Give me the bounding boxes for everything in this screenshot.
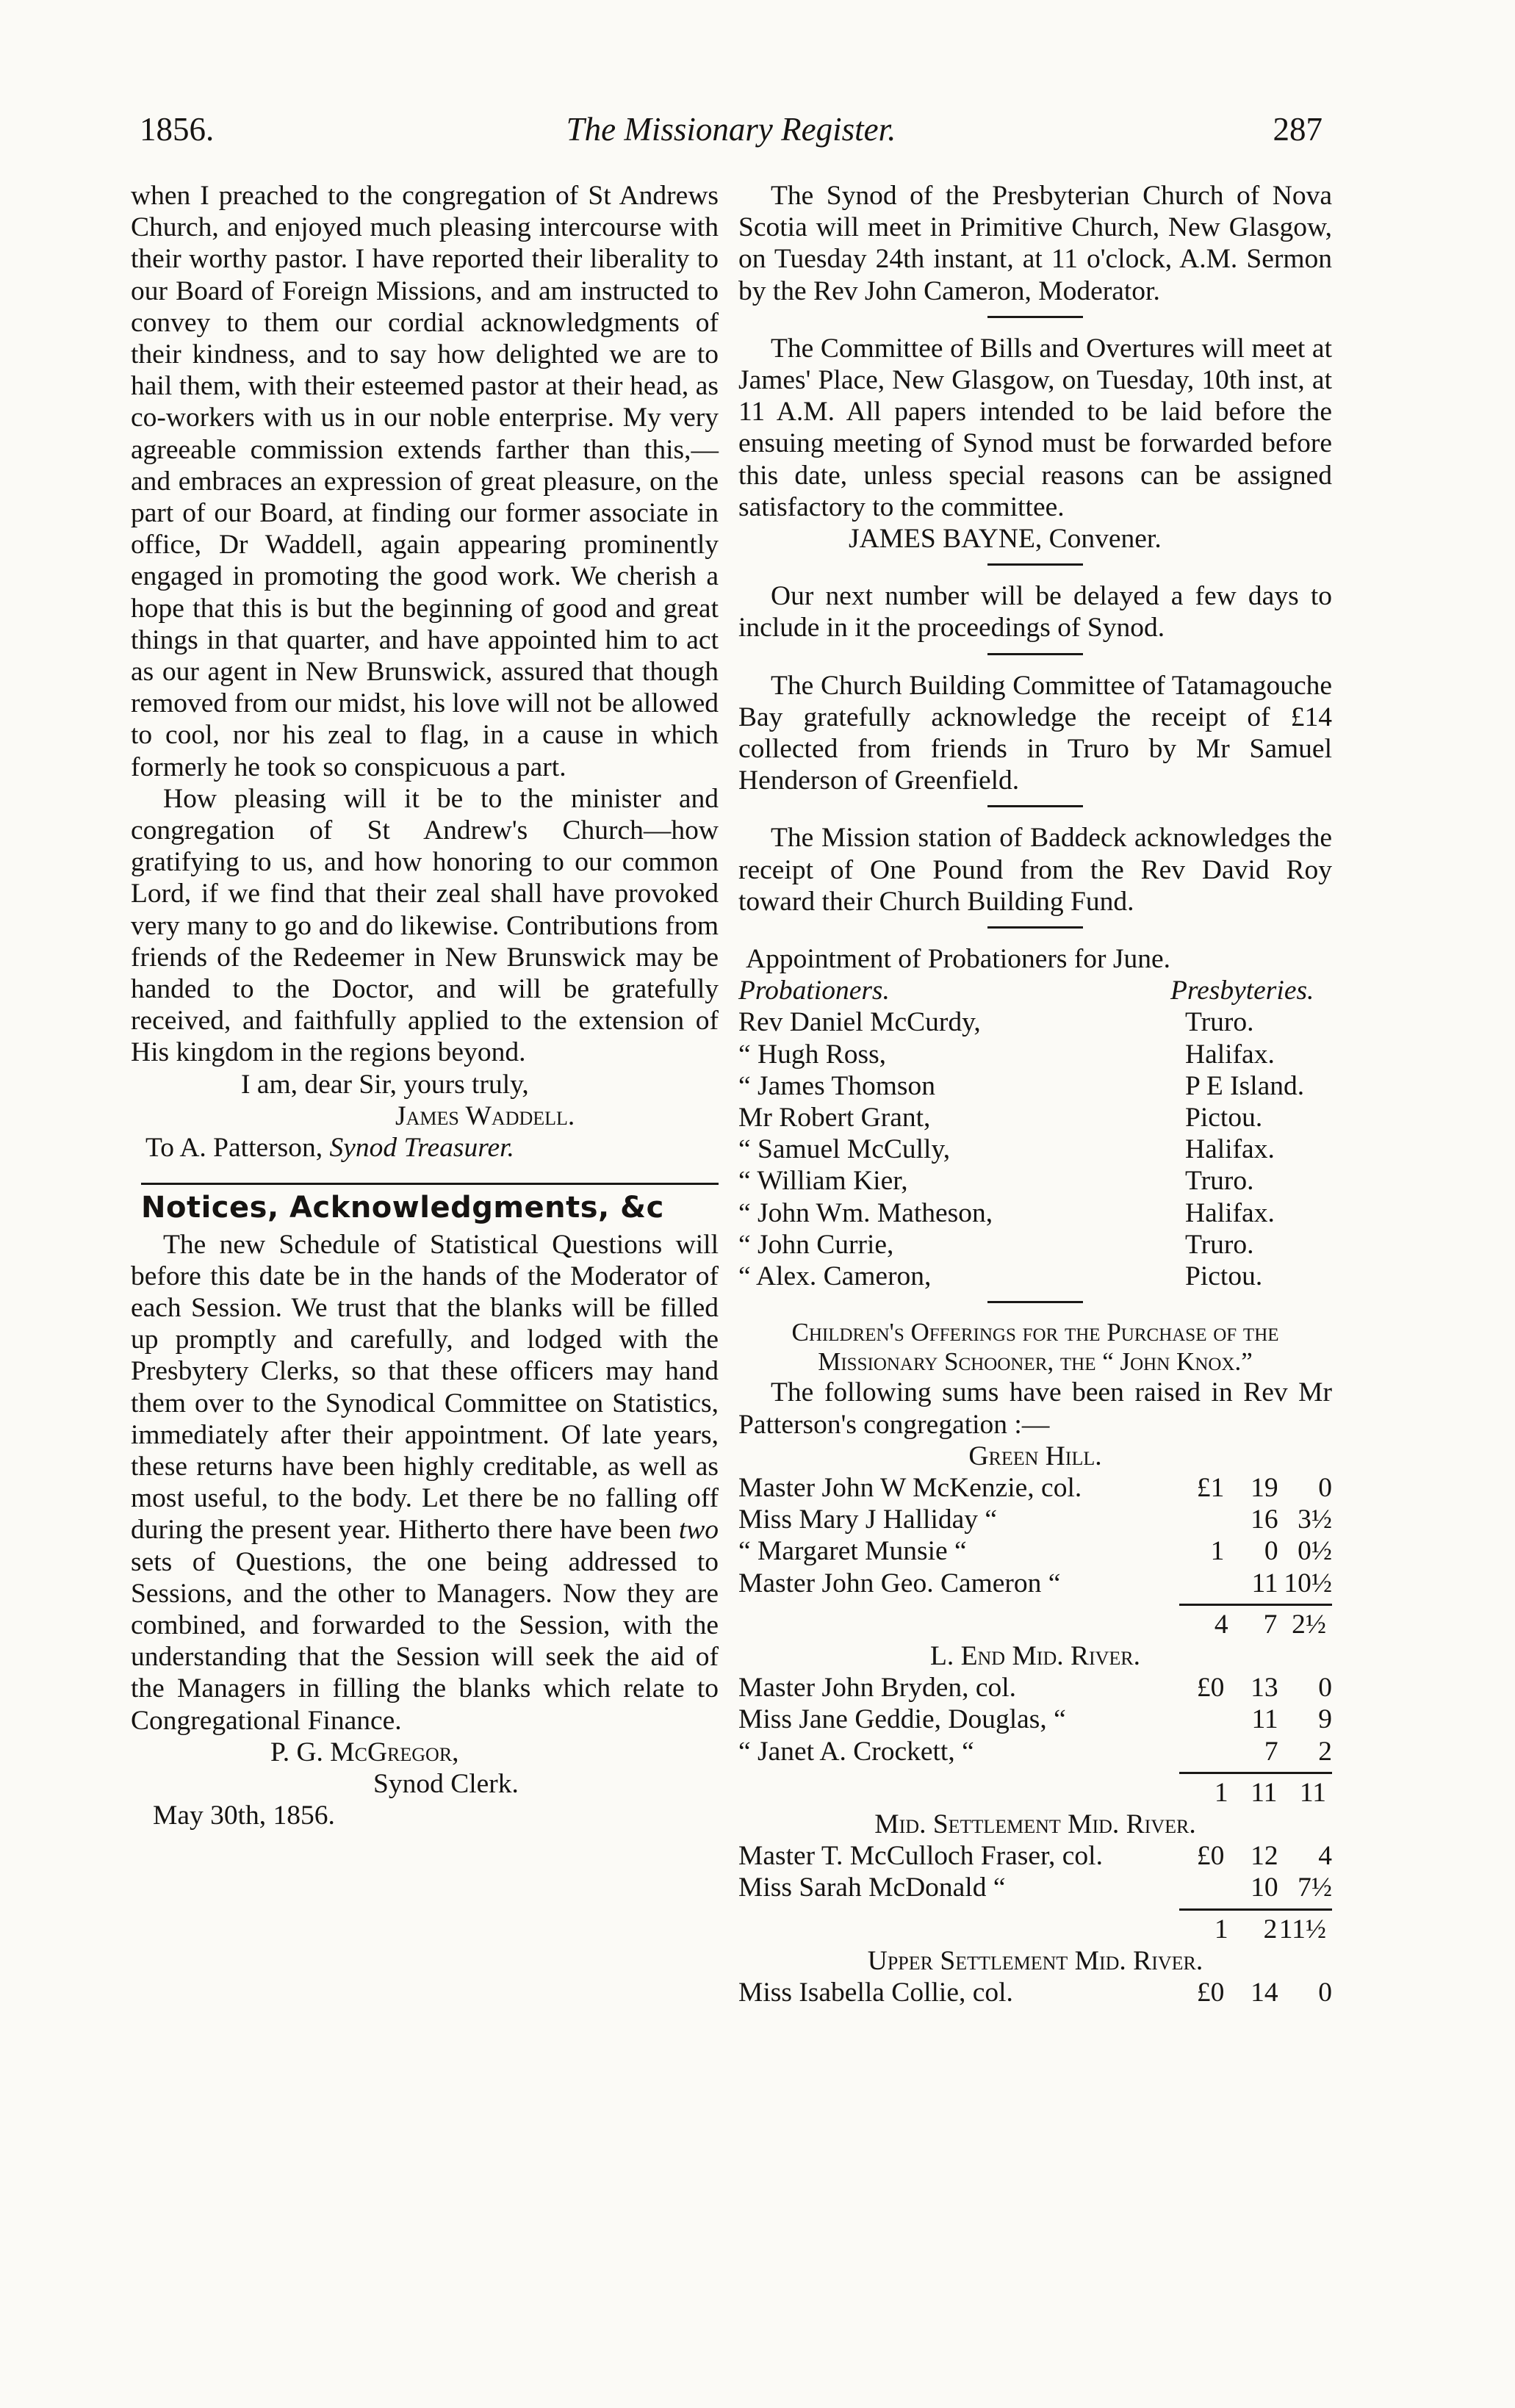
probationer-name: “ James Thomson [738, 1070, 936, 1101]
pence: 0 [1318, 1472, 1332, 1503]
letter-addressee [131, 1132, 719, 1164]
probationer-row [738, 1261, 1332, 1292]
donor-amount [1170, 1840, 1332, 1872]
probationer-row [738, 1197, 1332, 1229]
donor-amount [1170, 1472, 1332, 1504]
notice-signature-title: Synod Clerk. [373, 1768, 519, 1799]
header-title: The Missionary Register. [566, 111, 896, 148]
probationer-presbytery: Truro. [1185, 1229, 1254, 1260]
pounds: 1 [1214, 1914, 1228, 1944]
pence: 0 [1318, 1977, 1332, 2008]
letter-signature: James Waddell. [395, 1100, 575, 1131]
donor-name: Miss Isabella Collie, col. [738, 1977, 1013, 2008]
shillings: 14 [1250, 1977, 1278, 2008]
pence: 11 [1299, 1777, 1327, 1808]
pence: 10½ [1284, 1568, 1332, 1598]
donor-name: Miss Sarah McDonald “ [738, 1872, 1006, 1903]
offering-row [738, 1736, 1332, 1767]
shillings: 0 [1264, 1536, 1278, 1567]
probationer-name: “ John Wm. Matheson, [738, 1197, 993, 1228]
pounds: £0 [1196, 1977, 1225, 2008]
donor-name: Miss Mary J Halliday “ [738, 1504, 998, 1535]
probationer-name: Mr Robert Grant, [738, 1103, 931, 1133]
offering-row [738, 1504, 1332, 1535]
offering-group-total [1179, 1908, 1332, 1945]
offering-row [738, 1535, 1332, 1567]
offering-group-title: L. End Mid. River. [929, 1640, 1141, 1671]
pence: 2 [1318, 1736, 1332, 1767]
probationer-presbytery: Halifax. [1185, 1039, 1275, 1070]
offering-row [738, 1672, 1332, 1704]
probationer-presbytery: Truro. [1185, 1166, 1254, 1197]
presbyteries-column-head: Presbyteries. [1170, 976, 1314, 1006]
pounds [1170, 1568, 1224, 1599]
pence: 0½ [1298, 1536, 1332, 1567]
notice-paragraph [131, 1229, 719, 1737]
pounds: £1 [1196, 1472, 1225, 1503]
pounds: 1 [1214, 1777, 1228, 1808]
letter-closing: I am, dear Sir, yours truly, [241, 1069, 529, 1100]
donor-amount [1170, 1535, 1332, 1567]
baddeck-acknowledgment: The Mission station of Baddeck acknowledges the receipt of One Pound from the Rev David Roy toward their Church Building Fund. [738, 823, 1332, 917]
probationer-name: “ John Currie, [738, 1229, 894, 1260]
page-number: 287 [1273, 111, 1323, 148]
shillings: 13 [1250, 1673, 1278, 1704]
notice-text-1: The new Schedule of Statistical Questions will before this date be in the hands of the Moderator of each Session. We trust that the blanks will be filled up promptly and carefully, and lodged with the Presbytery Clerks, so that these officers may hand them over to the Synodical Committee on Statistics, immediately after their appointment. Of late years, these returns have been highly creditable, as well as most useful, to the body. Let there be no falling off during the present year. Hitherto there have been [131, 1229, 719, 1546]
delay-notice: Our next number will be delayed a few days to include in it the proceedings of Synod. [738, 581, 1332, 644]
probationer-presbytery: Halifax. [1185, 1134, 1275, 1165]
offering-group-title: Mid. Settlement Mid. River. [874, 1809, 1196, 1839]
total-amount [1179, 1609, 1326, 1640]
donor-amount [1170, 1872, 1332, 1903]
pence: 11½ [1278, 1914, 1327, 1944]
probationer-name: “ William Kier, [738, 1166, 908, 1197]
probationer-name: “ Samuel McCully, [738, 1134, 951, 1165]
appointments-title: Appointment of Probationers for June. [746, 944, 1171, 975]
pence: 0 [1318, 1673, 1332, 1704]
probationer-row [738, 1039, 1332, 1070]
shillings: 2 [1263, 1914, 1278, 1944]
donor-name: Master John W McKenzie, col. [738, 1472, 1082, 1503]
shillings: 10 [1250, 1872, 1278, 1903]
probationer-list [738, 1006, 1332, 1292]
pounds [1170, 1872, 1224, 1903]
probationer-row [738, 1165, 1332, 1197]
header-year: 1856. [140, 111, 215, 148]
probationer-presbytery: Halifax. [1185, 1197, 1275, 1228]
donor-amount [1170, 1736, 1332, 1767]
donor-name: Master T. McCulloch Fraser, col. [738, 1841, 1103, 1872]
running-header [140, 110, 1323, 162]
probationer-name: “ Alex. Cameron, [738, 1261, 932, 1292]
offering-row [738, 1872, 1332, 1903]
probationer-name: “ Hugh Ross, [738, 1039, 887, 1070]
offering-row [738, 1568, 1332, 1599]
notice-date: May 30th, 1856. [153, 1800, 335, 1831]
donor-amount [1170, 1977, 1332, 2008]
committee-notice: The Committee of Bills and Overtures will meet at James' Place, New Glasgow, on Tuesday, 10th inst, at 11 A.M. All papers intended to be laid before the ensuing meeting of Synod must be forwarded before this date, unless special reasons can be assigned satisfactory to the committee. [738, 333, 1332, 522]
addressee-title: Synod Treasurer. [329, 1133, 514, 1164]
shillings: 7 [1263, 1609, 1278, 1640]
addressee-name: To A. Patterson, [145, 1133, 323, 1164]
total-amount [1179, 1777, 1326, 1809]
shillings: 11 [1251, 1568, 1278, 1598]
offering-row [738, 1472, 1332, 1504]
probationer-row [738, 1070, 1332, 1102]
pounds [1170, 1504, 1224, 1535]
probationer-row [738, 1133, 1332, 1165]
committee-signature: JAMES BAYNE, Convener. [849, 524, 1162, 555]
offering-group-title: Upper Settlement Mid. River. [867, 1945, 1203, 1976]
notice-signature-name: P. G. McGregor, [270, 1737, 459, 1767]
letter-paragraph-2: How pleasing will it be to the minister and congregation of St Andrew's Church—how gratifying to us, and how honoring to our common Lord, if we find that their zeal shall have provoked very many to go and do likewise. Contributions from friends of the Redeemer in New Brunswick may be handed to the Doctor, and will be gratefully received, and faithfully applied to the extension of His kingdom in the regions beyond. [131, 783, 719, 1068]
children-offerings-heading: Children's Offerings for the Purchase of the Missionary Schooner, the “ John Knox.” [791, 1318, 1279, 1377]
divider [987, 563, 1083, 566]
shillings: 16 [1250, 1504, 1278, 1535]
appointments-header [738, 975, 1332, 1006]
shillings: 7 [1264, 1736, 1278, 1767]
shillings: 19 [1250, 1472, 1278, 1503]
divider [987, 316, 1083, 318]
notice-text-italic: two [678, 1515, 719, 1546]
left-column [131, 180, 719, 1831]
shillings: 11 [1250, 1777, 1278, 1808]
divider [987, 653, 1083, 655]
donor-name: Master John Bryden, col. [738, 1673, 1017, 1704]
probationer-presbytery: Truro. [1185, 1007, 1254, 1038]
offering-group-total [1179, 1604, 1332, 1640]
children-offerings-intro: The following sums have been raised in Rev Mr Patterson's congregation :— [738, 1377, 1332, 1440]
pounds [1170, 1704, 1224, 1735]
pounds: 1 [1210, 1536, 1225, 1567]
donor-name: Master John Geo. Cameron “ [738, 1568, 1061, 1598]
donor-name: “ Margaret Munsie “ [738, 1536, 967, 1567]
donor-name: “ Janet A. Crockett, “ [738, 1736, 974, 1767]
divider [987, 805, 1083, 807]
probationer-presbytery: Pictou. [1185, 1261, 1263, 1292]
offering-group-title: Green Hill. [968, 1441, 1102, 1471]
divider [987, 1301, 1083, 1303]
total-amount [1179, 1914, 1326, 1945]
offering-group-total [1179, 1772, 1332, 1809]
probationer-name: Rev Daniel McCurdy, [738, 1007, 981, 1038]
offering-row [738, 1704, 1332, 1735]
shillings: 12 [1250, 1841, 1278, 1872]
donor-amount [1170, 1672, 1332, 1704]
pounds [1170, 1736, 1224, 1767]
probationer-row [738, 1006, 1332, 1038]
offering-groups [738, 1441, 1332, 2008]
pence: 9 [1318, 1704, 1332, 1735]
offering-row [738, 1840, 1332, 1872]
tatamagouche-acknowledgment: The Church Building Committee of Tatamagouche Bay gratefully acknowledge the receipt of £14 collected from friends in Truro by Mr Samuel Henderson of Greenfield. [738, 670, 1332, 796]
probationer-presbytery: P E Island. [1185, 1070, 1305, 1101]
pence: 2½ [1292, 1609, 1327, 1640]
donor-amount [1170, 1504, 1332, 1535]
pounds: £0 [1196, 1673, 1225, 1704]
pence: 7½ [1298, 1872, 1332, 1903]
offering-row [738, 1977, 1332, 2008]
pence: 4 [1318, 1841, 1332, 1872]
probationer-row [738, 1102, 1332, 1133]
letter-paragraph-1: when I preached to the congregation of St Andrews Church, and enjoyed much pleasing intercourse with their worthy pastor. I have reported their liberality to our Board of Foreign Missions, and am instructed to convey to them our cordial acknowledgments of their kindness, and to say how delighted we are to hail them, with their esteemed pastor at their head, as co-workers with us in our noble enterprise. My very agreeable commission extends farther than this,—and embraces an expression of great pleasure, on the part of our Board, at finding our former associate in office, Dr Waddell, again appearing prominently engaged in promoting the good work. We cherish a hope that this is but the beginning of good and great things in that quarter, and have appointed him to act as our agent in New Brunswick, assured that though removed from our midst, his love will not be allowed to cool, nor his zeal to flag, in a cause in which formerly he took so conspicuous a part. [131, 181, 719, 782]
donor-amount [1170, 1568, 1332, 1599]
pounds: 4 [1214, 1609, 1228, 1640]
section-title: Notices, Acknowledgments, &c [141, 1183, 719, 1224]
divider [987, 926, 1083, 929]
probationer-row [738, 1229, 1332, 1261]
notice-text-2: sets of Questions, the one being addressed to Sessions, and the other to Managers. Now they are combined, and forwarded to the Session, with the understanding that the Session will seek the aid of the Managers in filling the blanks which relate to Congregational Finance. [131, 1546, 719, 1736]
pence: 3½ [1298, 1504, 1332, 1535]
right-column [738, 180, 1332, 2008]
synod-meeting-notice: The Synod of the Presbyterian Church of Nova Scotia will meet in Primitive Church, New Glasgow, on Tuesday 24th instant, at 11 o'clock, A.M. Sermon by the Rev John Cameron, Moderator. [738, 181, 1332, 306]
probationers-column-head: Probationers. [738, 976, 890, 1006]
donor-amount [1170, 1704, 1332, 1735]
donor-name: Miss Jane Geddie, Douglas, “ [738, 1704, 1066, 1735]
shillings: 11 [1251, 1704, 1278, 1735]
probationer-presbytery: Pictou. [1185, 1103, 1263, 1133]
pounds: £0 [1196, 1841, 1225, 1872]
